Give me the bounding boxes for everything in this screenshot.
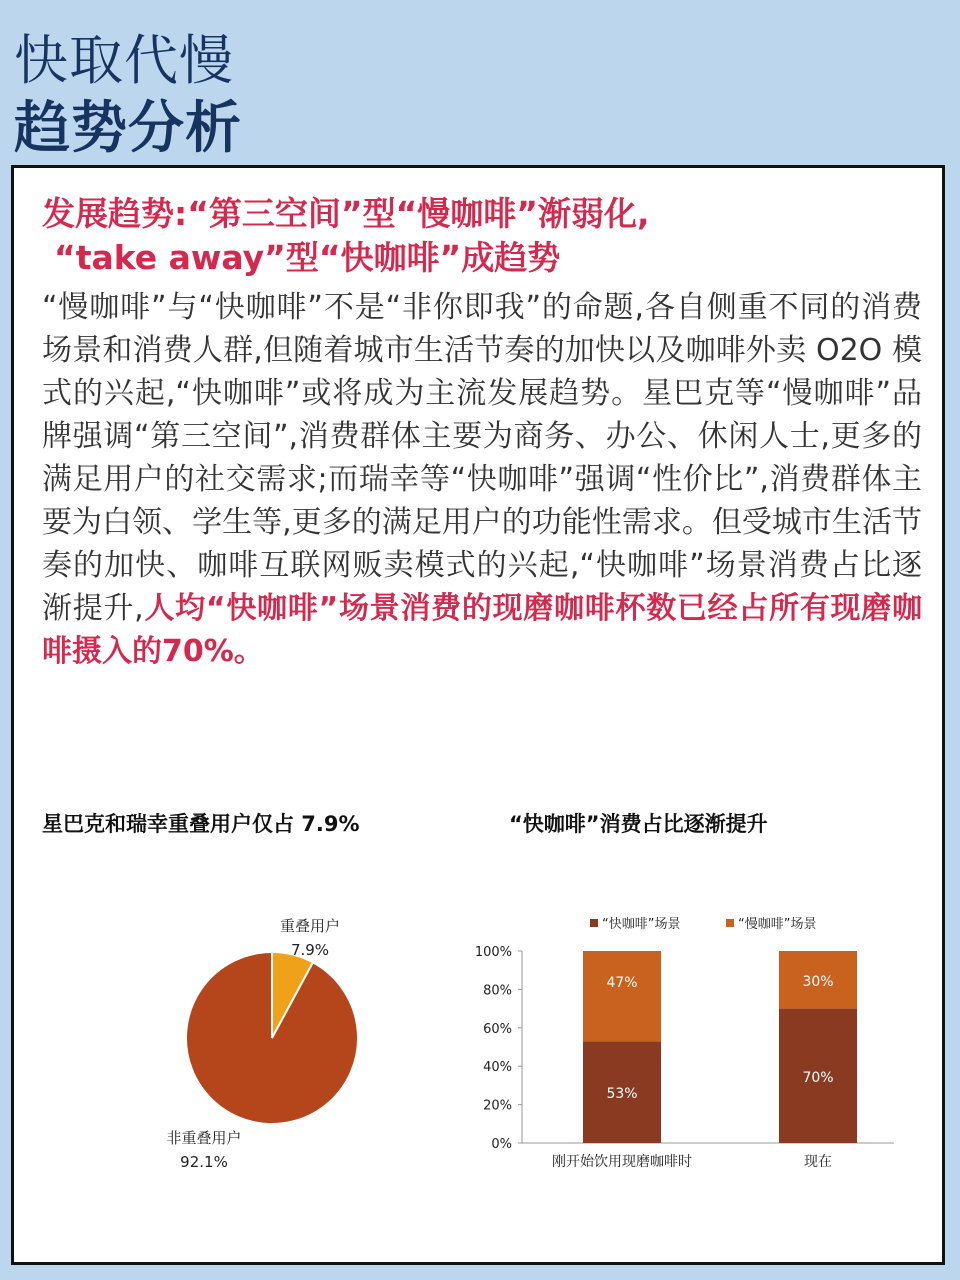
body-paragraph — [42, 286, 922, 673]
x-tick-label-start: 刚开始饮用现磨咖啡时 — [552, 1154, 692, 1170]
y-tick-label: 20% — [483, 1098, 512, 1114]
highlight-text: 人均“快咖啡”场景消费的现磨咖啡杯数已经占所有现磨咖啡摄入的70%。 — [42, 591, 922, 669]
pie-value-nonoverlap: 92.1% — [180, 1153, 228, 1171]
y-tick-label: 80% — [483, 983, 512, 999]
pie-slice-nonoverlap — [186, 952, 358, 1124]
y-tick-label: 60% — [483, 1021, 512, 1037]
bar-value-label: 70% — [802, 1069, 834, 1086]
pie-value-overlap: 7.9% — [290, 941, 330, 959]
x-tick-label-now: 现在 — [804, 1154, 832, 1170]
pie-label-overlap: 重叠用户 — [279, 917, 341, 935]
y-tick-label: 0% — [491, 1137, 512, 1152]
body-text: “慢咖啡”与“快咖啡”不是“非你即我”的命题,各自侧重不同的消费场景和消费人群,但随着城市生活节奏的加快以及咖啡外卖 O2O 模式的兴起,“快咖啡”或将成为主流发展趋势。星巴克等“慢咖啡”品牌强调“第三空间”,消费群体主要为商务、办公、休闲人士,更多的满足用户的社交需求;而瑞幸等“快咖啡”强调“性价比”,消费群体主要为白领、学生等,更多的满足用户的功能性需求。但受城市生活节奏的加快、咖啡互联网贩卖模式的兴起,“快咖啡”场景消费占比逐渐提升, — [42, 290, 922, 626]
headline-line1: 发展趋势:“第三空间”型“慢咖啡”渐弱化, — [42, 194, 650, 233]
page-title-line2: 趋势分析 — [14, 96, 242, 161]
legend-swatch-fast — [590, 919, 598, 927]
pie-chart — [42, 868, 462, 1208]
headline — [42, 192, 922, 280]
bar-chart-title: “快咖啡”消费占比逐渐提升 — [509, 812, 768, 836]
pie-chart-title: 星巴克和瑞幸重叠用户仅占 7.9% — [42, 812, 360, 836]
y-tick-label: 100% — [474, 945, 512, 960]
pie-label-nonoverlap: 非重叠用户 — [166, 1129, 242, 1147]
bar-value-label: 47% — [606, 975, 638, 991]
bar-value-label: 30% — [802, 973, 834, 990]
legend-label-slow: “慢咖啡”场景 — [738, 917, 817, 932]
bar-value-label: 53% — [606, 1086, 638, 1103]
content-card — [11, 165, 945, 1265]
headline-line2: “take away”型“快咖啡”成趋势 — [54, 238, 561, 277]
bar-segment-slow — [583, 951, 661, 1041]
y-tick-label: 40% — [483, 1060, 512, 1076]
legend-swatch-slow — [726, 919, 734, 927]
page-title-line1: 快取代慢 — [14, 29, 234, 92]
legend-label-fast: “快咖啡”场景 — [602, 917, 681, 932]
bar-chart — [444, 903, 914, 1233]
